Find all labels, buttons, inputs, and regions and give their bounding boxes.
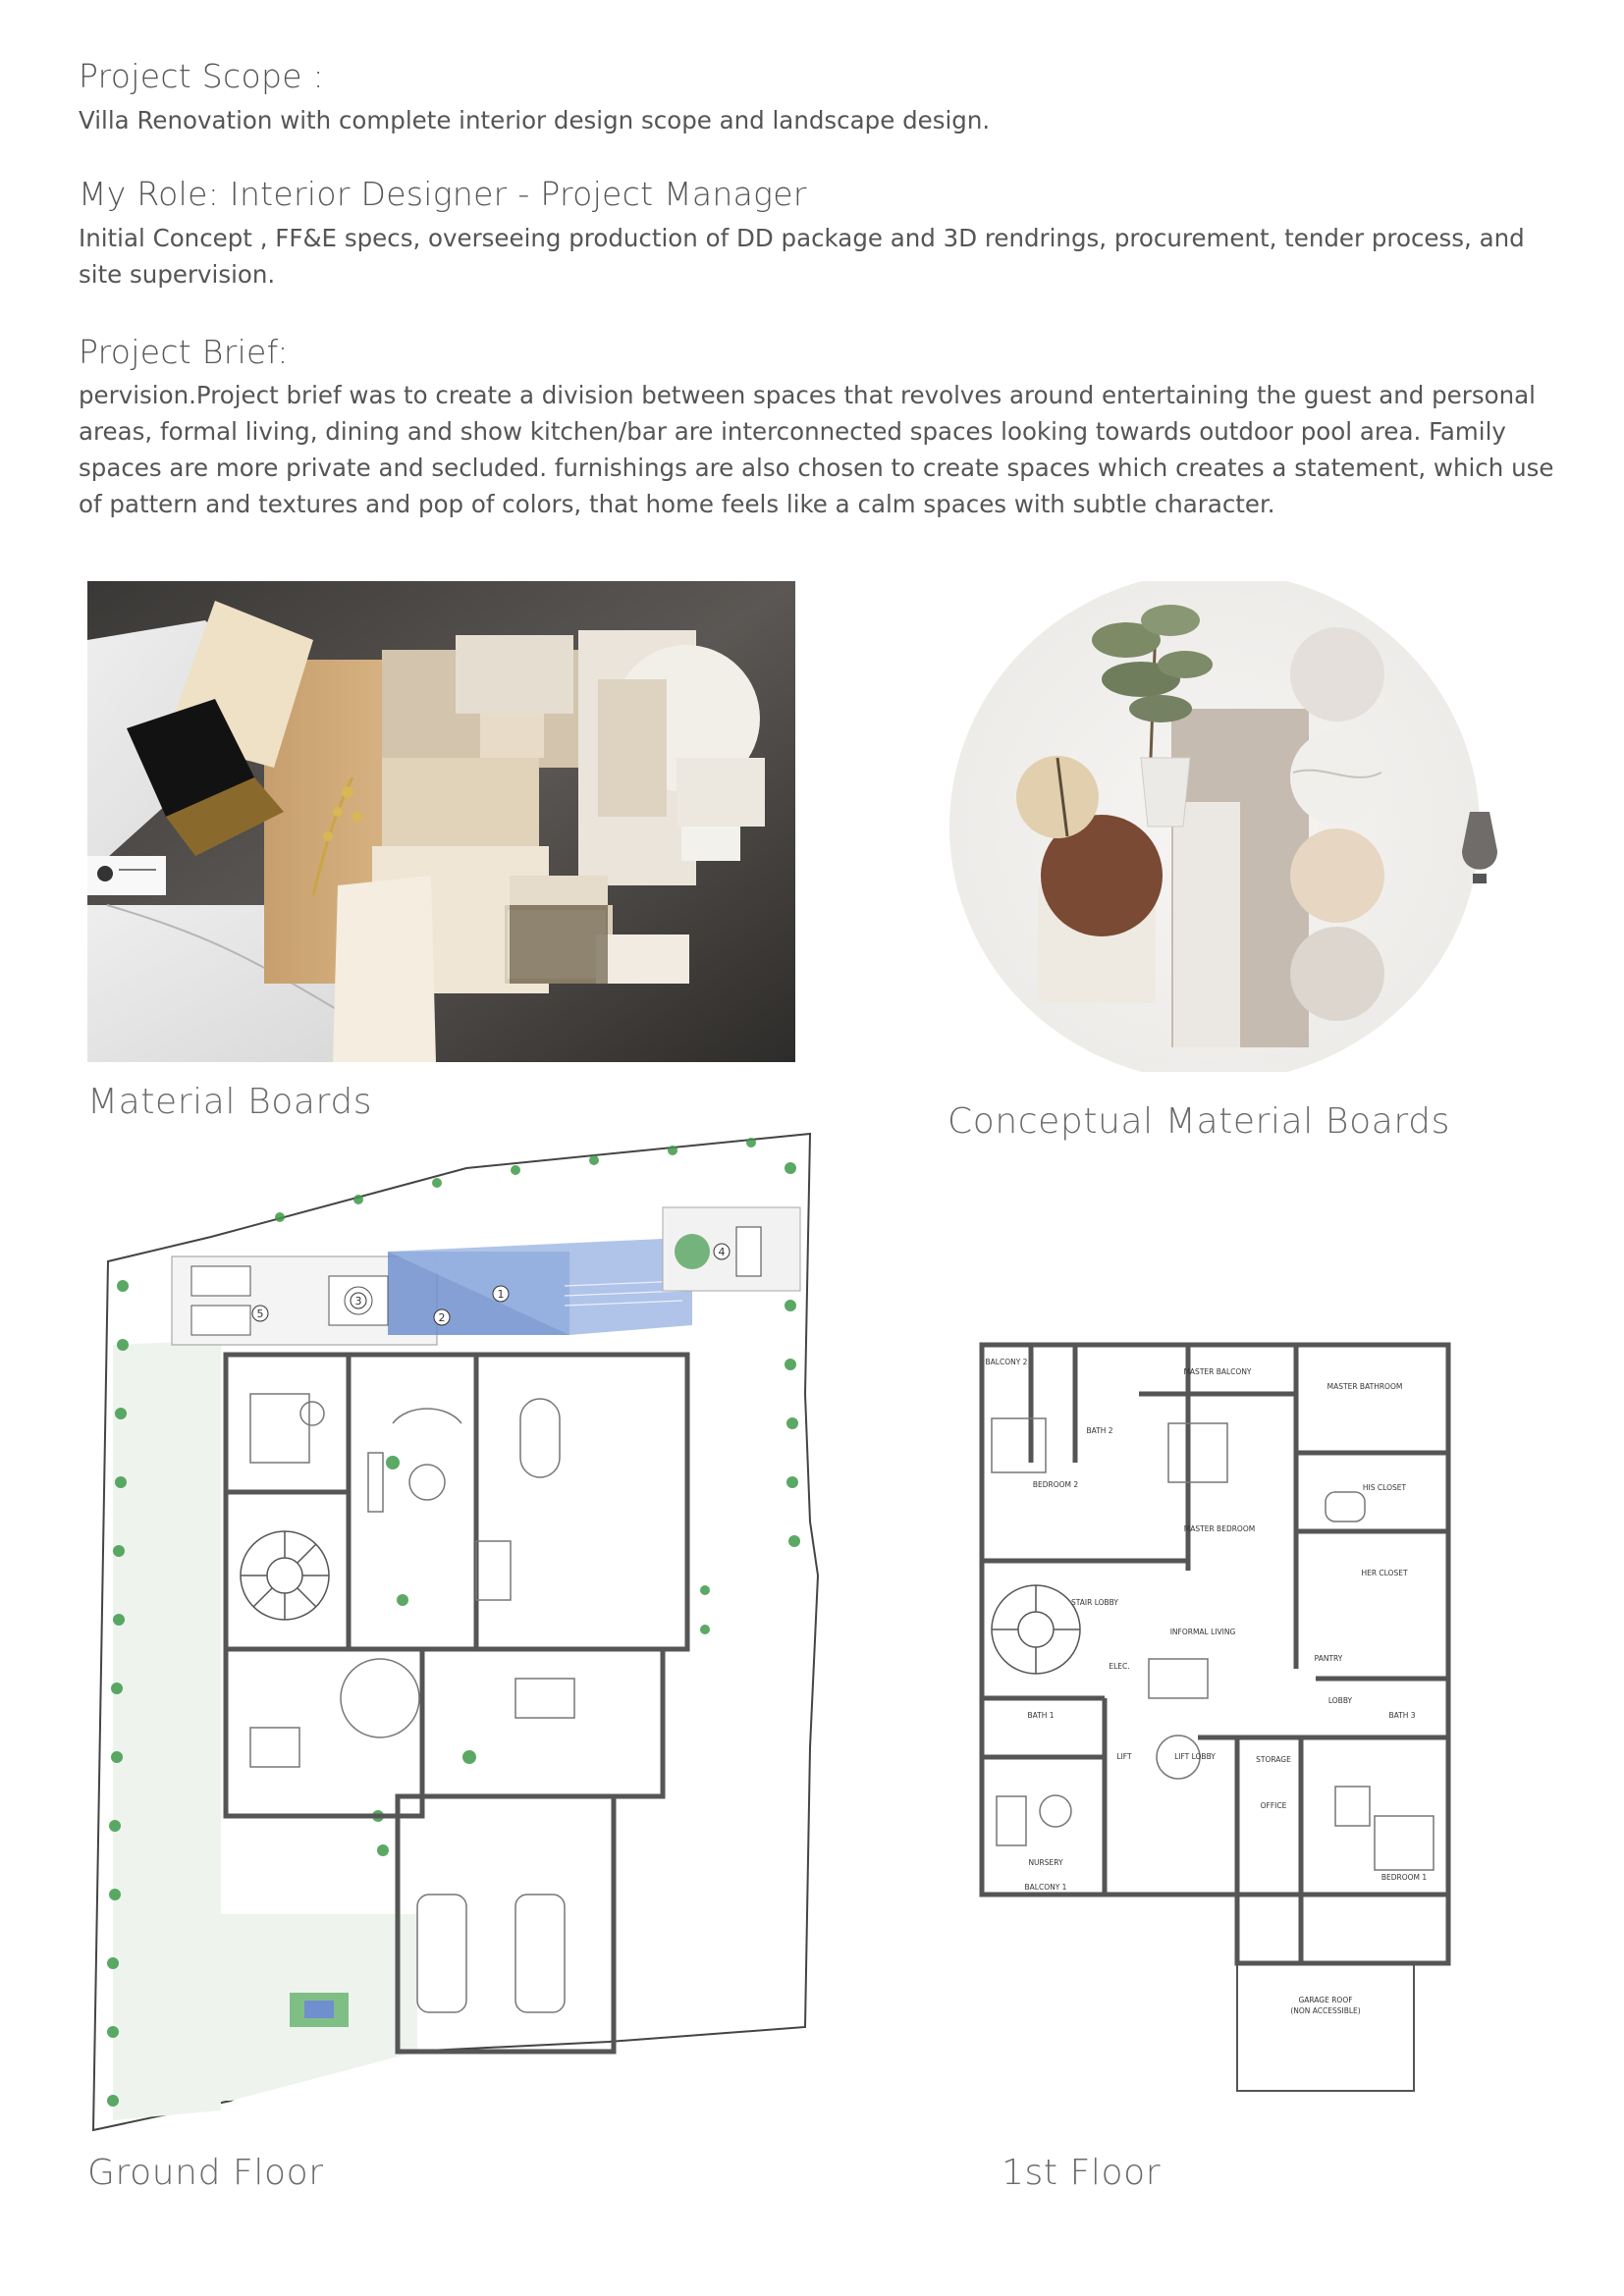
label-stair-lobby: STAIR LOBBY [1071,1598,1118,1607]
label-elec: ELEC. [1109,1662,1130,1671]
role-heading: My Role: Interior Designer - Project Manager [79,175,807,213]
marker-1: 1 [497,1288,505,1301]
label-master-balcony: MASTER BALCONY [1183,1367,1252,1376]
brief-heading: Project Brief: [79,333,289,371]
marker-2: 2 [438,1311,446,1324]
marker-3: 3 [354,1295,362,1308]
label-bedroom-2: BEDROOM 2 [1032,1480,1079,1489]
ground-floor-plan [83,1129,830,2145]
label-informal-living: INFORMAL LIVING [1169,1628,1236,1636]
label-her-closet: HER CLOSET [1361,1569,1408,1577]
label-his-closet: HIS CLOSET [1362,1483,1407,1492]
label-garage-roof-note: (NON ACCESSIBLE) [1290,2006,1361,2015]
label-bath-1: BATH 1 [1027,1711,1055,1720]
label-balcony-2: BALCONY 2 [985,1358,1028,1366]
label-lift-lobby: LIFT LOBBY [1174,1752,1216,1761]
role-text: Initial Concept , FF&E specs, overseeing production of DD package and 3D rendrings, procurement, tender process, and site supervision. [79,224,1525,289]
label-nursery: NURSERY [1028,1858,1063,1867]
label-garage-roof: GARAGE ROOF [1298,1996,1353,2004]
material-board-photo [87,581,795,1062]
label-pantry: PANTRY [1314,1654,1343,1663]
ground-floor-caption: Ground Floor [87,2153,324,2193]
scope-heading: Project Scope : [79,57,325,95]
label-balcony-1: BALCONY 1 [1024,1883,1067,1892]
scope-text: Villa Renovation with complete interior design scope and landscape design. [79,106,991,134]
marker-5: 5 [256,1308,264,1320]
label-office: OFFICE [1260,1801,1287,1810]
label-storage: STORAGE [1256,1755,1291,1764]
label-bath-2: BATH 2 [1086,1426,1113,1435]
material-boards-caption: Material Boards [87,1082,373,1122]
label-bedroom-1: BEDROOM 1 [1380,1873,1428,1882]
marker-4: 4 [718,1246,726,1258]
label-lobby: LOBBY [1327,1696,1353,1705]
first-floor-plan [962,1335,1473,2101]
brief-text: pervision.Project brief was to create a division between spaces that revolves around entertaining the guest and personal areas, formal living, dining and show kitchen/bar are interconnected spaces looking towards outdoor pool area. Family spaces are more private and secluded. furnishings are also chosen to create spaces which creates a statement, which use of pattern and textures and pop of colors, that home feels like a calm spaces with subtle character. [79,381,1554,518]
label-bath-3: BATH 3 [1388,1711,1416,1720]
label-master-bedroom: MASTER BEDROOM [1183,1524,1256,1533]
first-floor-caption: 1st Floor [1001,2153,1162,2193]
label-master-bathroom: MASTER BATHROOM [1326,1382,1403,1391]
conceptual-board-image [920,581,1529,1072]
conceptual-boards-caption: Conceptual Material Boards [947,1101,1450,1142]
label-lift: LIFT [1116,1752,1132,1761]
